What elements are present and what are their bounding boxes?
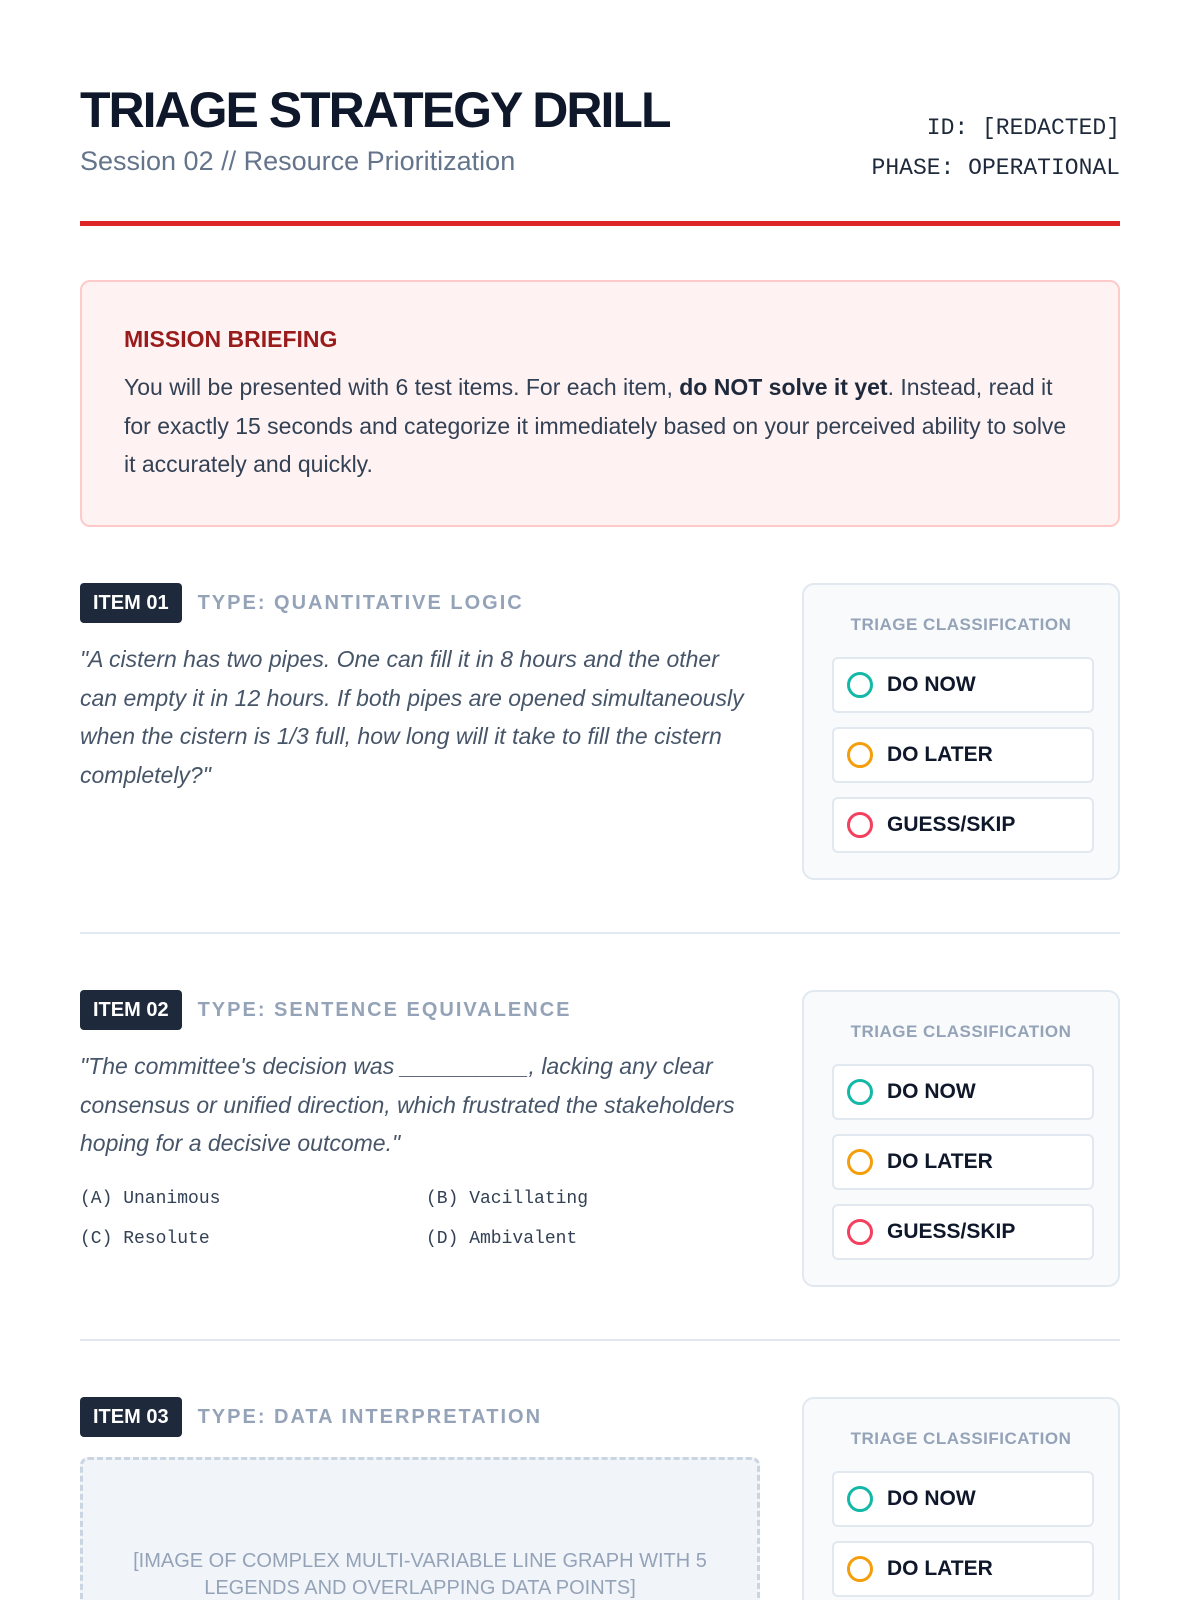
item-type: TYPE: QUANTITATIVE LOGIC [197,591,524,614]
briefing-text-bold: do NOT solve it yet [679,374,888,400]
answer-choice: (D) Ambivalent [426,1229,578,1249]
answer-choice: (B) Vacillating [426,1189,589,1209]
guess-skip-option[interactable] [832,1204,1094,1260]
radio-circle-icon[interactable] [847,812,873,838]
do-now-option[interactable] [832,1471,1094,1527]
answer-choice: (C) Resolute [80,1229,210,1249]
triage-panel-title: TRIAGE CLASSIFICATION [850,1022,1072,1041]
answer-choices [80,1188,760,1250]
item-prompt: "The committee's decision was __________, lacking any clear consensus or unified direction, which frustrated the stakeholders hoping for a decisive outcome." [80,1053,735,1156]
item-type: TYPE: SENTENCE EQUIVALENCE [197,998,572,1021]
answer-choice: (A) Unanimous [80,1189,221,1209]
item-type: TYPE: DATA INTERPRETATION [197,1405,543,1428]
do-now-option[interactable] [832,1064,1094,1120]
do-now-option[interactable] [832,657,1094,713]
briefing-title: MISSION BRIEFING [124,326,338,352]
page-title: TRIAGE STRATEGY DRILL [80,82,670,138]
option-label: DO NOW [887,1080,976,1103]
section-divider [80,932,1120,934]
radio-circle-icon[interactable] [847,1486,873,1512]
page-subtitle: Session 02 // Resource Prioritization [80,146,516,176]
radio-circle-icon[interactable] [847,1149,873,1175]
do-later-option[interactable] [832,1134,1094,1190]
header-meta [872,108,1120,188]
briefing-text-start: You will be presented with 6 test items. For each item, [124,374,680,400]
item-header [80,990,571,1030]
item-badge: ITEM 03 [80,1397,182,1437]
triage-panel-title: TRIAGE CLASSIFICATION [850,615,1072,634]
item-header [80,583,524,623]
test-item-02 [80,990,1120,1290]
test-item-03 [80,1397,1120,1600]
option-label: DO LATER [887,743,993,766]
id-line: ID: [REDACTED] [926,115,1120,141]
item-prompt: "A cistern has two pipes. One can fill it in 8 hours and the other can empty it in 12 hours. If both pipes are opened simultaneously when the cistern is 1/3 full, how long will it take to fill the cistern completely?" [80,646,744,788]
section-divider [80,1339,1120,1341]
guess-skip-option[interactable] [832,797,1094,853]
item-badge: ITEM 01 [80,583,182,623]
do-later-option[interactable] [832,1541,1094,1597]
briefing-text-end: . Instead, read it for exactly 15 seconds and categorize it immediately based on your perceived ability to solve it accurately and quickly. [124,374,1067,477]
graph-image-placeholder [80,1457,760,1600]
header [80,80,1120,226]
radio-circle-icon[interactable] [847,672,873,698]
option-label: GUESS/SKIP [887,1220,1016,1243]
option-label: DO NOW [887,673,976,696]
triage-panel [802,1397,1120,1600]
radio-circle-icon[interactable] [847,742,873,768]
triage-panel [802,990,1120,1287]
triage-panel [802,583,1120,880]
option-label: DO LATER [887,1557,993,1580]
image-placeholder-text: [IMAGE OF COMPLEX MULTI-VARIABLE LINE GRAPH WITH 5 LEGENDS AND OVERLAPPING DATA POINTS] [133,1550,707,1599]
triage-panel-title: TRIAGE CLASSIFICATION [850,1429,1072,1448]
mission-briefing [80,280,1120,527]
radio-circle-icon[interactable] [847,1219,873,1245]
phase-line: PHASE: OPERATIONAL [871,155,1120,181]
radio-circle-icon[interactable] [847,1079,873,1105]
radio-circle-icon[interactable] [847,1556,873,1582]
option-label: GUESS/SKIP [887,813,1016,836]
test-item-01 [80,583,1120,883]
do-later-option[interactable] [832,727,1094,783]
briefing-text [124,368,1076,484]
item-badge: ITEM 02 [80,990,182,1030]
option-label: DO NOW [887,1487,976,1510]
item-header [80,1397,542,1437]
option-label: DO LATER [887,1150,993,1173]
